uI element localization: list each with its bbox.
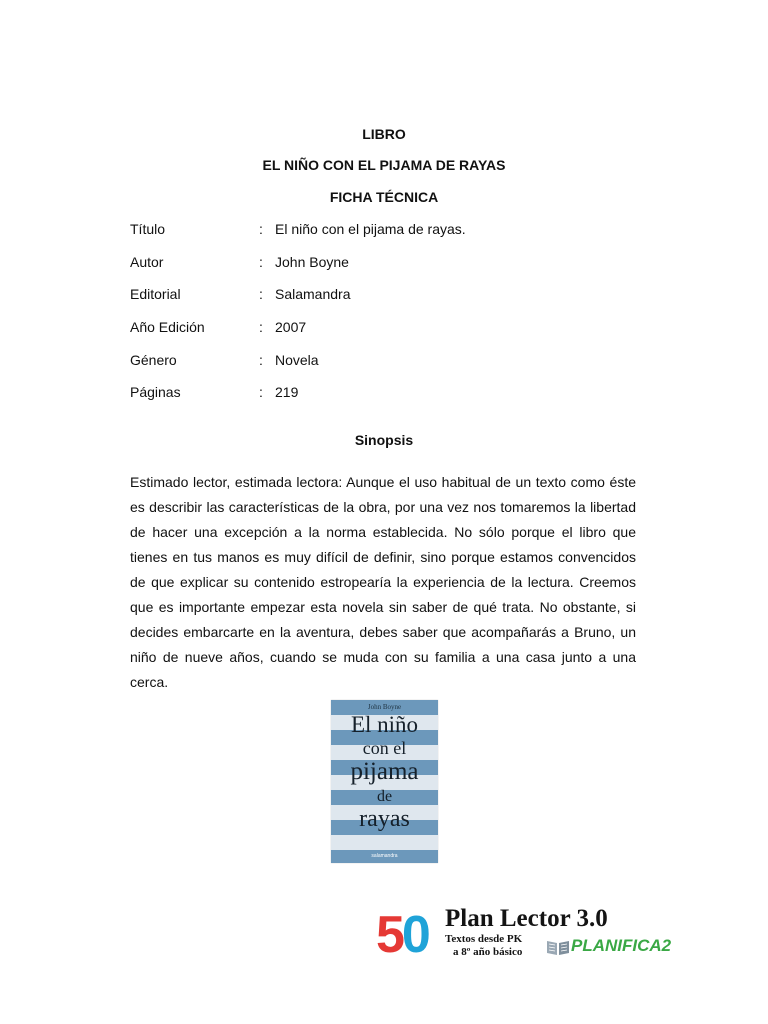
open-book-icon: [546, 938, 570, 956]
logo-subtitle: Textos desde PK: [445, 933, 523, 945]
ficha-value: El niño con el pijama de rayas.: [275, 221, 466, 237]
ficha-value: John Boyne: [275, 254, 349, 270]
cover-title-line: rayas: [359, 806, 410, 832]
sinopsis-heading: Sinopsis: [354, 432, 414, 448]
cover-title-line: de: [376, 788, 393, 805]
logo-digit-zero: 0: [401, 906, 428, 964]
logo-brand: PLANIFICA2: [571, 936, 672, 955]
ficha-colon: :: [259, 254, 263, 270]
cover-author: John Boyne: [367, 703, 402, 711]
sinopsis-body: [130, 470, 636, 695]
ficha-label: Título: [130, 221, 166, 237]
doc-title: EL NIÑO CON EL PIJAMA DE RAYAS: [262, 157, 506, 173]
plan-lector-logo: [373, 905, 710, 965]
ficha-label: Año Edición: [130, 319, 205, 335]
cover-title-line: El niño: [350, 712, 419, 737]
ficha-value: Salamandra: [275, 286, 351, 302]
ficha-value: 2007: [275, 319, 307, 335]
ficha-heading: FICHA TÉCNICA: [329, 189, 439, 205]
doc-heading-libro: LIBRO: [362, 126, 406, 142]
ficha-label: Género: [130, 352, 177, 368]
logo-title: Plan Lector 3.0: [445, 905, 608, 932]
book-cover-image: [331, 700, 438, 863]
ficha-colon: :: [259, 286, 263, 302]
ficha-colon: :: [259, 352, 263, 368]
ficha-label: Editorial: [130, 286, 181, 302]
ficha-label: Páginas: [130, 384, 181, 400]
ficha-label: Autor: [130, 254, 164, 270]
cover-publisher: salamandra: [371, 853, 398, 859]
ficha-colon: :: [259, 221, 263, 237]
ficha-colon: :: [259, 384, 263, 400]
ficha-value: 219: [275, 384, 299, 400]
logo-digit-five: 5: [376, 906, 402, 964]
logo-subtitle: a 8º año básico: [453, 946, 523, 958]
sinopsis-paragraph: Estimado lector, estimada lectora: Aunque el uso habitual de un texto como éste es describir las características de la obra, por una vez nos tomaremos la libertad de hacer una excepción a la norma establecida. No sólo porque el libro que tienes en tus manos es muy difícil de definir, sino porque estamos convencidos de que explicar su contenido estropearía la experiencia de la lectura. Creemos que es importante empezar esta novela sin saber de qué trata. No obstante, si decides embarcarte en la aventura, debes saber que acompañarás a Bruno, un niño de nueve años, cuando se muda con su familia a una casa junto a una cerca.: [130, 474, 636, 690]
cover-title-line: pijama: [350, 758, 419, 785]
ficha-colon: :: [259, 319, 263, 335]
ficha-value: Novela: [275, 352, 319, 368]
cover-title-line: con el: [362, 738, 407, 758]
logo-number-50: [376, 907, 428, 963]
